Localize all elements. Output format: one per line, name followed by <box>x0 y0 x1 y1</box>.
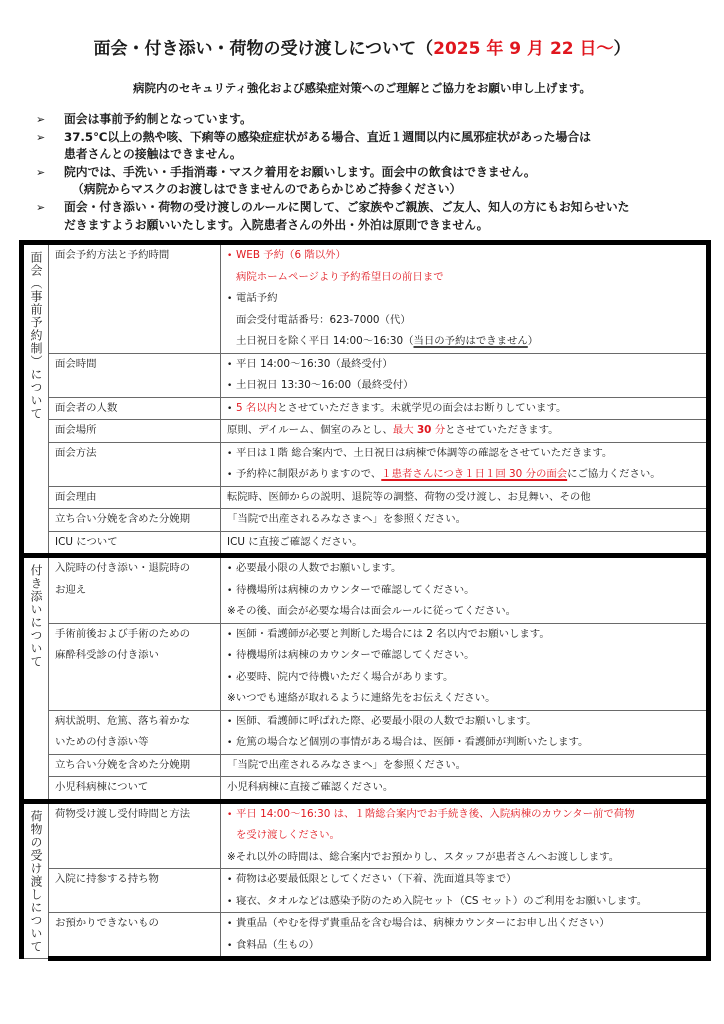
web-reservation: • WEB 予約（6 階以外） <box>227 245 706 267</box>
table-row <box>22 486 709 509</box>
title-date: 2025 年 9 月 22 日～ <box>433 39 614 59</box>
content-line: • 必要時、院内で待機いただく場合があります。 <box>227 667 706 689</box>
label-text: 面会理由 <box>55 490 97 503</box>
tel-number: 面会受付電話番号：623-7000（代） <box>236 313 411 326</box>
content-line: • 荷物は必要最低限としてください（下着、洗面道具等まで） <box>227 869 706 891</box>
row-content <box>221 913 709 959</box>
content-line <box>227 398 706 420</box>
label-text: 入院に持参する持ち物 <box>55 873 159 885</box>
highlight-text: 分 <box>431 424 446 436</box>
row-label <box>49 531 221 556</box>
label-text: 荷物受け渡し受付時間と方法 <box>55 807 191 820</box>
row-label <box>49 420 221 443</box>
table-row <box>22 710 709 754</box>
row-label <box>49 710 221 754</box>
content-line: • 食料品（生もの） <box>227 935 706 957</box>
title-text: 面会・付き添い・荷物の受け渡しについて（ <box>93 39 434 59</box>
content-line: • 待機場所は病棟のカウンターで確認してください。 <box>227 645 706 667</box>
row-content <box>221 556 709 624</box>
content-text: とさせていただきます。未就学児の面会はお断りしています。 <box>277 401 567 414</box>
notice-list <box>36 111 706 234</box>
label-text: いための付き添い等 <box>55 736 149 748</box>
arrow-bullet-icon: ➢ <box>36 113 46 126</box>
table-row <box>22 913 709 959</box>
highlight-bold: 30 <box>416 424 432 436</box>
notice-line: 面会・付き添い・荷物の受け渡しのルールに関して、ご家族やご親族、ご友人、知人の方にもお知らせいた <box>64 199 630 214</box>
row-content <box>221 397 709 420</box>
content-line: 転院時、医師からの説明、退院等の調整、荷物の受け渡し、お見舞い、その他 <box>227 490 591 503</box>
label-text: 面会予約方法と予約時間 <box>55 249 170 261</box>
content-line: • 必要最小限の人数でお願いします。 <box>227 558 706 580</box>
web-reservation-note: 病院ホームページより予約希望日の前日まで <box>236 270 444 283</box>
notice-item <box>36 111 706 129</box>
content-note: ※それ以外の時間は、総合案内でお預かりし、スタッフが患者さんへお渡しします。 <box>227 850 620 863</box>
content-line: 「当院で出産されるみなさまへ」を参照ください。 <box>227 758 466 771</box>
tel-hours-underline: 当日の予約はできません <box>413 335 528 347</box>
row-content <box>221 420 709 443</box>
row-label <box>49 353 221 397</box>
row-content <box>221 486 709 509</box>
table-row <box>22 623 709 710</box>
title-close: ） <box>613 39 631 59</box>
label-text: ICU について <box>55 535 118 548</box>
content-line: を受け渡しください。 <box>236 829 340 841</box>
notice-item <box>36 129 706 164</box>
highlight-text: 最大 <box>392 424 417 436</box>
label-text: 面会場所 <box>55 424 97 436</box>
content-line: • 医師、看護師に呼ばれた際、必要最小限の人数でお願いします。 <box>227 711 706 733</box>
content-line: • 危篤の場合など個別の事情がある場合は、医師・看護師が判断いたします。 <box>227 732 706 754</box>
highlight-text: 5 名以内 <box>236 401 278 414</box>
table-row <box>22 353 709 397</box>
table-row <box>22 397 709 420</box>
row-label <box>49 869 221 913</box>
label-text: お迎え <box>55 583 87 596</box>
section-label-text: 面会（事前予約制）について <box>29 251 43 420</box>
notice-line: だきますようお願いいたします。入院患者さんの外出・外泊は原則できません。 <box>64 217 489 232</box>
content-line: 小児科病棟に直接ご確認ください。 <box>227 781 394 793</box>
content-text: 原則、デイルーム、個室のみとし、 <box>227 424 393 436</box>
table-row <box>22 754 709 777</box>
content-line: • 待機場所は病棟のカウンターで確認してください。 <box>227 580 706 602</box>
arrow-bullet-icon: ➢ <box>36 165 46 179</box>
content-line: • 土日祝日 13:30～16:00（最終受付） <box>227 375 706 397</box>
label-text: お預かりできないもの <box>55 917 159 929</box>
row-label <box>49 509 221 532</box>
row-content <box>221 243 709 354</box>
label-text: 面会時間 <box>55 357 97 370</box>
table-row <box>22 243 709 354</box>
notice-line: 37.5℃以上の熱や咳、下痢等の感染症症状がある場合、直近１週間以内に風邪症状があった場合は <box>64 129 591 144</box>
row-content <box>221 509 709 532</box>
label-text: 麻酔科受診の付き添い <box>55 649 159 661</box>
table-row <box>22 420 709 443</box>
rules-table <box>19 240 711 961</box>
label-text: 面会方法 <box>55 446 97 459</box>
content-line <box>227 464 706 486</box>
table-row <box>22 777 709 802</box>
row-label <box>49 777 221 802</box>
notice-line: 患者さんとの接触はできません。 <box>64 147 242 162</box>
section-label-attendance <box>22 556 49 802</box>
row-content <box>221 801 709 869</box>
content-line: 「当院で出産されるみなさまへ」を参照ください。 <box>227 513 466 525</box>
table-row <box>22 556 709 624</box>
row-label <box>49 623 221 710</box>
content-line: • 貴重品（やむを得ず貴重品を含む場合は、病棟カウンターにお申し出ください） <box>227 913 706 935</box>
tel-reservation: • 電話予約 <box>227 288 706 310</box>
row-label <box>49 243 221 354</box>
row-label <box>49 913 221 959</box>
label-text: 病状説明、危篤、落ち着かな <box>55 714 191 727</box>
row-label <box>49 486 221 509</box>
label-text: 面会者の人数 <box>55 401 118 414</box>
subtitle: 病院内のセキュリティ強化および感染症対策へのご理解とご協力をお願い申し上げます。 <box>133 81 591 95</box>
row-label <box>49 556 221 624</box>
content-text: とさせていただきます。 <box>445 424 559 436</box>
content-note: ※いつでも連絡が取れるように連絡先をお伝えください。 <box>227 692 496 704</box>
tel-hours-suffix: ） <box>527 335 539 347</box>
arrow-bullet-icon: ➢ <box>36 130 46 144</box>
table-row <box>22 442 709 486</box>
row-content <box>221 754 709 777</box>
content-line: • 医師・看護師が必要と判断した場合には 2 名以内でお願いします。 <box>227 624 706 646</box>
content-note: ※その後、面会が必要な場合は面会ルールに従ってください。 <box>227 605 517 617</box>
content-line: ICU に直接ご確認ください。 <box>227 535 363 548</box>
row-label <box>49 754 221 777</box>
arrow-bullet-icon: ➢ <box>36 200 46 214</box>
row-content <box>221 623 709 710</box>
row-content <box>221 353 709 397</box>
label-text: 小児科病棟について <box>55 781 149 793</box>
notice-item <box>36 199 706 234</box>
row-label <box>49 801 221 869</box>
label-text: 立ち合い分娩を含めた分娩期 <box>55 513 191 525</box>
content-text: 予約枠に制限がありますので、 <box>236 468 382 480</box>
table-row <box>22 869 709 913</box>
row-label <box>49 397 221 420</box>
content-line <box>227 420 706 442</box>
row-content <box>221 442 709 486</box>
section-label-visiting <box>22 243 49 556</box>
row-content <box>221 869 709 913</box>
notice-line: （病院からマスクのお渡しはできませんのであらかじめご持参ください） <box>72 182 462 197</box>
highlight-underline: １患者さんにつき１日１回 30 分の面会 <box>381 468 568 480</box>
section-label-text: 荷物の受け渡しについて <box>29 809 43 953</box>
notice-item <box>36 164 706 199</box>
content-text: にご協力ください。 <box>567 468 661 480</box>
notice-line: 院内では、手洗い・手指消毒・マスク着用をお願いします。面会中の飲食はできません。 <box>64 164 536 179</box>
section-label-text: 付き添いについて <box>29 564 43 668</box>
row-label <box>49 442 221 486</box>
row-content <box>221 531 709 556</box>
notice-line: 面会は事前予約制となっています。 <box>64 112 252 126</box>
table-row <box>22 531 709 556</box>
section-label-luggage <box>22 801 49 959</box>
content-line: • 寝衣、タオルなどは感染予防のため入院セット（CS セット）のご利用をお願いします。 <box>227 891 706 913</box>
label-text: 手術前後および手術のための <box>55 627 191 640</box>
table-row <box>22 801 709 869</box>
row-content <box>221 777 709 802</box>
content-line: • 平日は１階 総合案内で、土日祝日は病棟で体調等の確認をさせていただきます。 <box>227 443 706 465</box>
label-text: 入院時の付き添い・退院時の <box>55 562 191 574</box>
label-text: 立ち合い分娩を含めた分娩期 <box>55 758 191 771</box>
content-line: • 平日 14:00～16:30 は、１階総合案内でお手続き後、入院病棟のカウンター前で荷物 <box>227 804 706 826</box>
tel-hours <box>227 331 706 353</box>
row-content <box>221 710 709 754</box>
tel-hours-prefix: 土日祝日を除く平日 14:00～16:30（ <box>236 335 414 347</box>
content-line: • 平日 14:00～16:30（最終受付） <box>227 354 706 376</box>
page-title <box>0 34 724 59</box>
table-row <box>22 509 709 532</box>
